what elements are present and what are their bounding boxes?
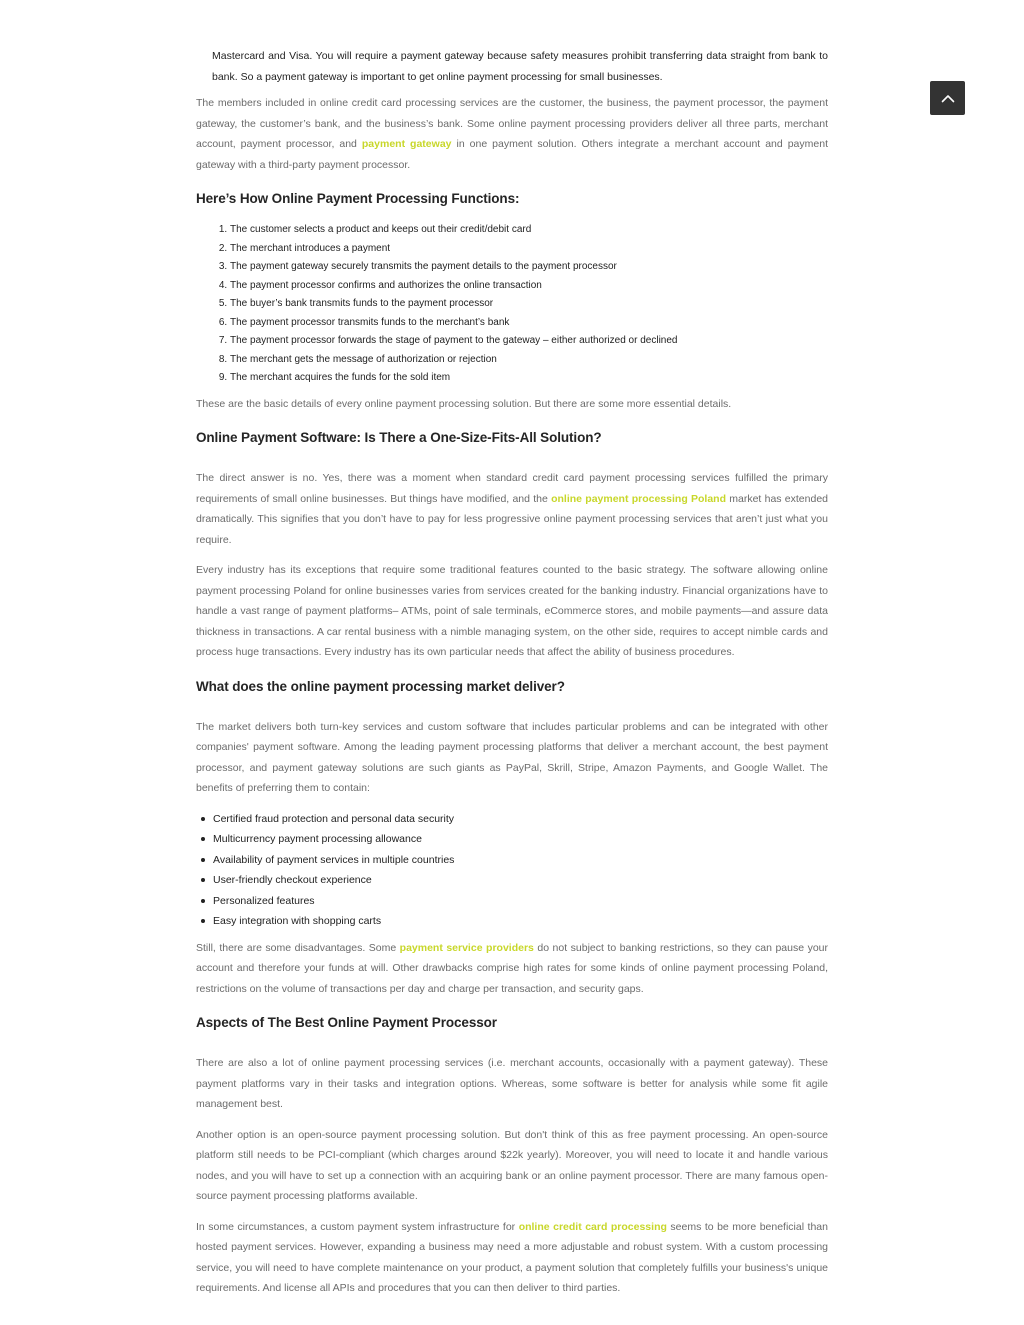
benefits-list (196, 809, 828, 932)
intro-block: Mastercard and Visa. You will require a payment gateway because safety measures prohibit transferring data straight from bank to bank. So a payment gateway is important to get online payment processing for small businesses. (212, 50, 828, 83)
list-item: User-friendly checkout experience (213, 870, 828, 891)
scroll-to-top-button[interactable] (930, 81, 965, 115)
heading-aspects: Aspects of The Best Online Payment Processor (196, 1015, 497, 1030)
payment-service-providers-link[interactable]: payment service providers (399, 941, 534, 954)
payment-gateway-link[interactable]: payment gateway (361, 138, 452, 150)
heading-software: Online Payment Software: Is There a One-Size-Fits-All Solution? (196, 430, 602, 445)
list-item: 5. The buyer’s bank transmits funds to the payment processor (230, 295, 828, 314)
list-item: 3. The payment gateway securely transmits the payment details to the payment processor (230, 258, 828, 277)
text: seems to be more beneficial than hosted payment services. However, expanding a business may need a more adjustable and robust system. With a custom processing service, you will need to have complete maintenance on your product, a payment solution that completely fulfills your business's unique requirements. And license all APIs and procedures that you can then deliver to third parties. (196, 1220, 828, 1294)
text: The direct answer is no. Yes, there was a moment when standard credit card payment processing services fulfilled the primary requirements of small online businesses. But things have modified, and the (196, 472, 828, 505)
heading-functions: Here’s How Online Payment Processing Functions: (196, 191, 520, 206)
list-item: 6. The payment processor transmits funds to the merchant’s bank (230, 314, 828, 333)
chevron-up-icon (941, 94, 955, 103)
list-item: 7. The payment processor forwards the stage of payment to the gateway – either authorized or declined (230, 332, 828, 351)
paragraph-industry: Every industry has its exceptions that require some traditional features counted to the basic strategy. The software allowing online payment processing Poland for online businesses varies from services created for the banking industry. Financial organizations have to handle a vast range of payment platforms– ATMs, point of sale terminals, eCommerce stores, and mobile payments—and assure data thickness in transactions. A car rental business with a nimble managing system, on the other side, requires to accept nimble cards and process huge transactions. Every industry has its own particular needs that affect the ability of business procedures. (196, 564, 828, 658)
paragraph-members (196, 93, 828, 175)
list-item: Availability of payment services in multiple countries (213, 850, 828, 871)
list-item: 4. The payment processor confirms and authorizes the online transaction (230, 277, 828, 296)
paragraph-disadvantages (196, 938, 828, 1000)
text: The members included in online credit card processing services are the customer, the business, the payment processor, the payment gateway, the customer’s bank, and the business’s bank. Some online payment processing providers deliver all three parts, merchant account, payment processor, and (196, 97, 828, 150)
list-item: Personalized features (213, 891, 828, 912)
heading-market: What does the online payment processing market deliver? (196, 678, 565, 694)
paragraph-custom (196, 1217, 828, 1299)
steps-list (196, 221, 828, 388)
paragraph-market: The market delivers both turn-key services and custom software that includes particular problems and can be integrated with other companies' payment software. Among the leading payment processing platforms that deliver a merchant account, the best payment processor, and payment gateway solutions are such giants as PayPal, Skrill, Stripe, Amazon Payments, and Google Wallet. The benefits of preferring them to contain: (196, 720, 828, 794)
online-credit-card-processing-link[interactable]: online credit card processing (518, 1220, 667, 1233)
list-item: Certified fraud protection and personal data security (213, 809, 828, 830)
list-item: 9. The merchant acquires the funds for the sold item (230, 369, 828, 388)
list-item: 8. The merchant gets the message of authorization or rejection (230, 351, 828, 370)
paragraph-basic-details: These are the basic details of every online payment processing solution. But there are some more essential details. (196, 397, 732, 410)
paragraph-direct-answer (196, 468, 828, 550)
text: in one payment solution. Others integrate a merchant account and payment gateway with a third-party payment processor. (196, 138, 828, 171)
paragraph-aspects: There are also a lot of online payment processing services (i.e. merchant accounts, occasionally with a payment gateway). These payment platforms vary in their tasks and integration options. Whereas, some software is better for analysis while some fit agile management best. (196, 1057, 828, 1110)
list-item: Multicurrency payment processing allowance (213, 829, 828, 850)
text: In some circumstances, a custom payment system infrastructure for (196, 1220, 519, 1233)
online-payment-processing-poland-link[interactable]: online payment processing Poland (551, 492, 726, 505)
list-item: Easy integration with shopping carts (213, 911, 828, 932)
article-body (196, 46, 828, 1309)
list-item: 2. The merchant introduces a payment (230, 240, 828, 259)
text: market has extended dramatically. This signifies that you don’t have to pay for less progressive online payment processing services that aren’t just what you require. (196, 492, 828, 546)
text: Still, there are some disadvantages. Some (196, 941, 400, 954)
list-item: 1. The customer selects a product and keeps out their credit/debit card (230, 221, 828, 240)
text: do not subject to banking restrictions, so they can pause your account and therefore your funds at will. Other drawbacks comprise high rates for some kinds of online payment processing Poland, restrictions on the volume of transactions per day and charge per transaction, and security gaps. (196, 941, 828, 995)
paragraph-open-source: Another option is an open-source payment processing solution. But don't think of this as free payment processing. An open-source platform still needs to be PCI-compliant (which charges around $22k yearly). Moreover, you will need to locate it and handle various nodes, and you will have to set up a connection with an acquiring bank or an online payment processor. There are many famous open-source payment processing platforms available. (196, 1128, 828, 1202)
